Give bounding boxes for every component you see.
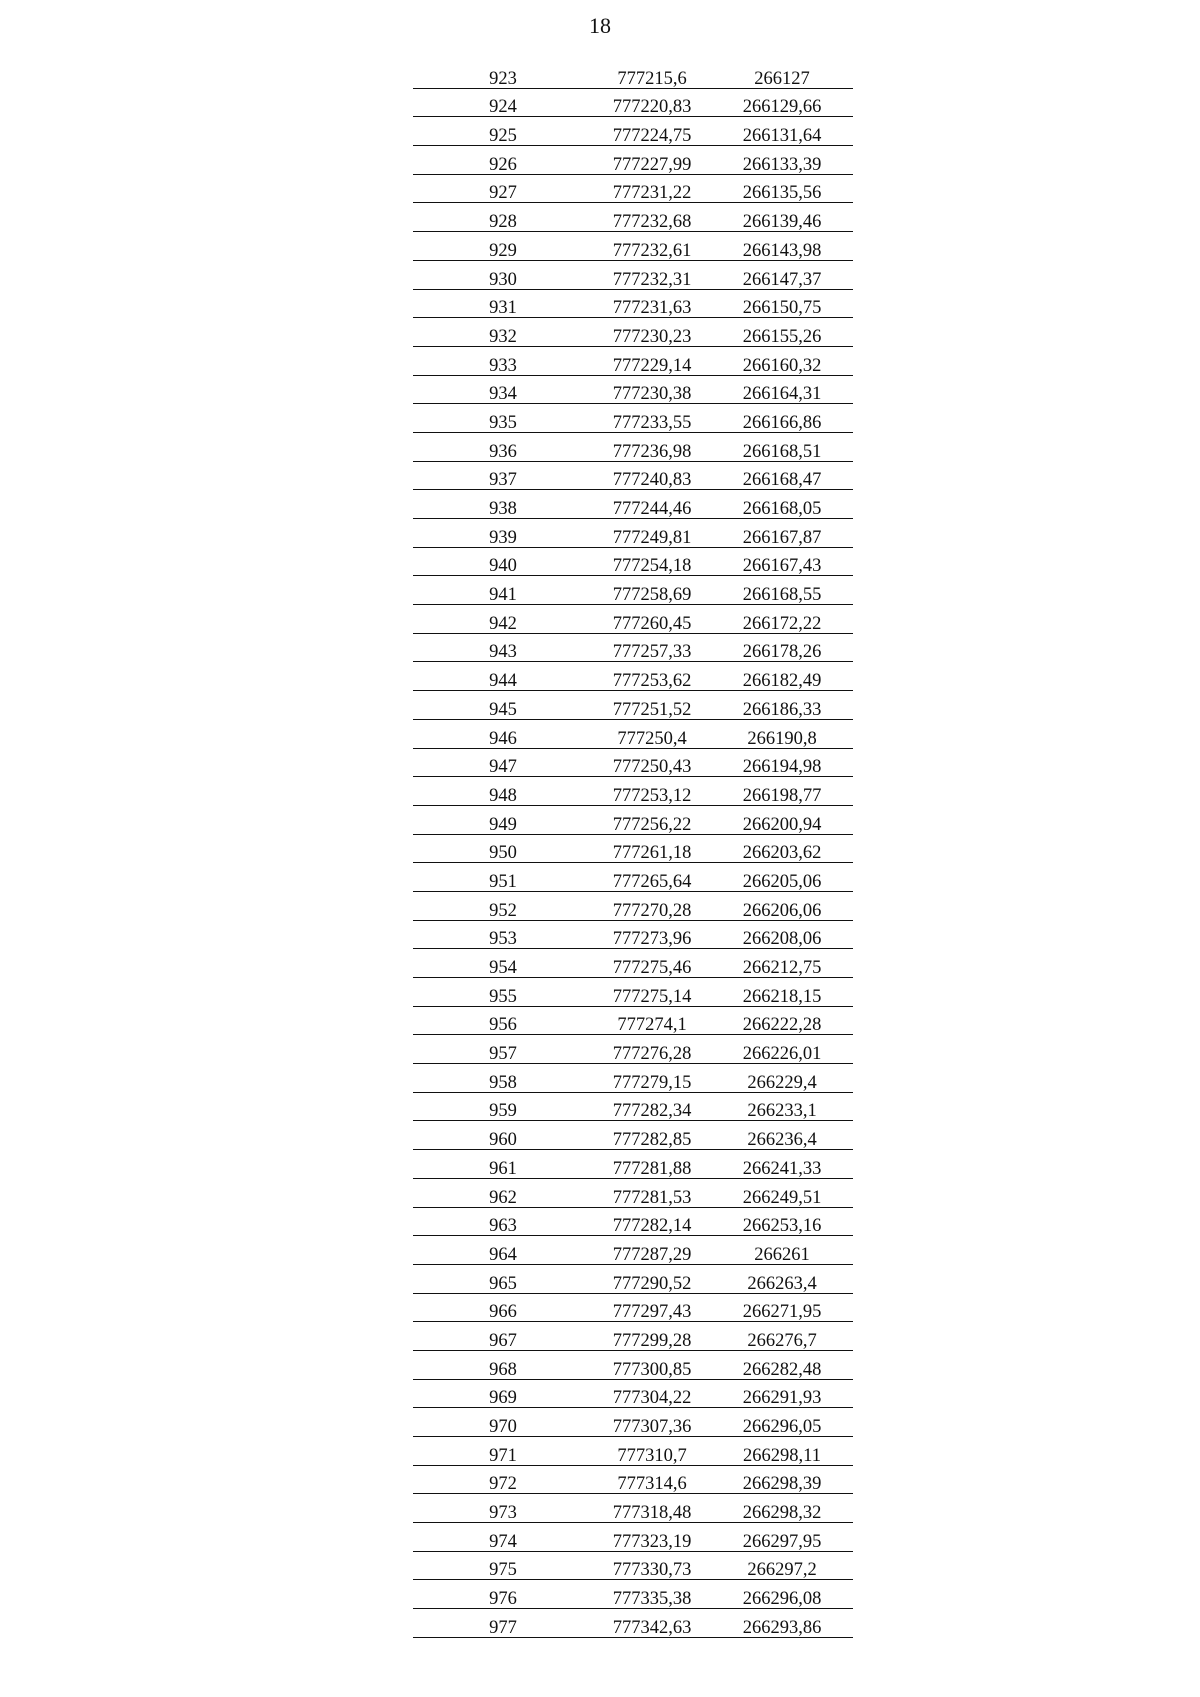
x-coordinate-cell: 777290,52 bbox=[593, 1264, 711, 1293]
x-coordinate-cell: 777256,22 bbox=[593, 805, 711, 834]
y-coordinate-cell: 266249,51 bbox=[711, 1178, 853, 1207]
point-number-cell: 931 bbox=[413, 289, 593, 318]
x-coordinate-cell: 777230,23 bbox=[593, 318, 711, 347]
y-coordinate-cell: 266139,46 bbox=[711, 203, 853, 232]
x-coordinate-cell: 777231,22 bbox=[593, 174, 711, 203]
y-coordinate-cell: 266222,28 bbox=[711, 1006, 853, 1035]
x-coordinate-cell: 777253,12 bbox=[593, 777, 711, 806]
table-row bbox=[413, 805, 853, 834]
x-coordinate-cell: 777250,43 bbox=[593, 748, 711, 777]
point-number-cell: 924 bbox=[413, 88, 593, 117]
y-coordinate-cell: 266147,37 bbox=[711, 260, 853, 289]
point-number-cell: 956 bbox=[413, 1006, 593, 1035]
table-row bbox=[413, 1035, 853, 1064]
table-row bbox=[413, 519, 853, 548]
point-number-cell: 953 bbox=[413, 920, 593, 949]
table-row bbox=[413, 289, 853, 318]
table-row bbox=[413, 117, 853, 146]
point-number-cell: 945 bbox=[413, 691, 593, 720]
y-coordinate-cell: 266241,33 bbox=[711, 1150, 853, 1179]
x-coordinate-cell: 777279,15 bbox=[593, 1064, 711, 1093]
table-row bbox=[413, 1006, 853, 1035]
point-number-cell: 948 bbox=[413, 777, 593, 806]
y-coordinate-cell: 266296,08 bbox=[711, 1580, 853, 1609]
x-coordinate-cell: 777249,81 bbox=[593, 519, 711, 548]
x-coordinate-cell: 777297,43 bbox=[593, 1293, 711, 1322]
x-coordinate-cell: 777260,45 bbox=[593, 605, 711, 634]
point-number-cell: 941 bbox=[413, 576, 593, 605]
point-number-cell: 927 bbox=[413, 174, 593, 203]
y-coordinate-cell: 266233,1 bbox=[711, 1092, 853, 1121]
y-coordinate-cell: 266127 bbox=[711, 60, 853, 88]
x-coordinate-cell: 777275,14 bbox=[593, 978, 711, 1007]
point-number-cell: 975 bbox=[413, 1551, 593, 1580]
y-coordinate-cell: 266168,51 bbox=[711, 432, 853, 461]
x-coordinate-cell: 777233,55 bbox=[593, 404, 711, 433]
x-coordinate-cell: 777318,48 bbox=[593, 1494, 711, 1523]
y-coordinate-cell: 266190,8 bbox=[711, 719, 853, 748]
y-coordinate-cell: 266198,77 bbox=[711, 777, 853, 806]
point-number-cell: 958 bbox=[413, 1064, 593, 1093]
y-coordinate-cell: 266135,56 bbox=[711, 174, 853, 203]
table-row bbox=[413, 404, 853, 433]
y-coordinate-cell: 266150,75 bbox=[711, 289, 853, 318]
point-number-cell: 962 bbox=[413, 1178, 593, 1207]
table-row bbox=[413, 260, 853, 289]
table-row bbox=[413, 1236, 853, 1265]
point-number-cell: 937 bbox=[413, 461, 593, 490]
y-coordinate-cell: 266298,32 bbox=[711, 1494, 853, 1523]
point-number-cell: 935 bbox=[413, 404, 593, 433]
table-row bbox=[413, 375, 853, 404]
table-row bbox=[413, 863, 853, 892]
x-coordinate-cell: 777282,34 bbox=[593, 1092, 711, 1121]
table-row bbox=[413, 1437, 853, 1466]
table-row bbox=[413, 1494, 853, 1523]
y-coordinate-cell: 266155,26 bbox=[711, 318, 853, 347]
table-row bbox=[413, 949, 853, 978]
point-number-cell: 936 bbox=[413, 432, 593, 461]
table-row bbox=[413, 978, 853, 1007]
table-row bbox=[413, 60, 853, 88]
point-number-cell: 967 bbox=[413, 1322, 593, 1351]
y-coordinate-cell: 266194,98 bbox=[711, 748, 853, 777]
y-coordinate-cell: 266261 bbox=[711, 1236, 853, 1265]
table-row bbox=[413, 461, 853, 490]
table-row bbox=[413, 1121, 853, 1150]
x-coordinate-cell: 777330,73 bbox=[593, 1551, 711, 1580]
table-row bbox=[413, 605, 853, 634]
y-coordinate-cell: 266172,22 bbox=[711, 605, 853, 634]
point-number-cell: 925 bbox=[413, 117, 593, 146]
point-number-cell: 955 bbox=[413, 978, 593, 1007]
point-number-cell: 973 bbox=[413, 1494, 593, 1523]
table-row bbox=[413, 1064, 853, 1093]
x-coordinate-cell: 777232,31 bbox=[593, 260, 711, 289]
table-row bbox=[413, 1322, 853, 1351]
x-coordinate-cell: 777299,28 bbox=[593, 1322, 711, 1351]
point-number-cell: 930 bbox=[413, 260, 593, 289]
point-number-cell: 923 bbox=[413, 60, 593, 88]
y-coordinate-cell: 266298,39 bbox=[711, 1465, 853, 1494]
point-number-cell: 976 bbox=[413, 1580, 593, 1609]
x-coordinate-cell: 777244,46 bbox=[593, 490, 711, 519]
x-coordinate-cell: 777230,38 bbox=[593, 375, 711, 404]
table-row bbox=[413, 203, 853, 232]
point-number-cell: 970 bbox=[413, 1408, 593, 1437]
x-coordinate-cell: 777307,36 bbox=[593, 1408, 711, 1437]
table-row bbox=[413, 1350, 853, 1379]
y-coordinate-cell: 266168,55 bbox=[711, 576, 853, 605]
point-number-cell: 929 bbox=[413, 232, 593, 261]
point-number-cell: 939 bbox=[413, 519, 593, 548]
y-coordinate-cell: 266166,86 bbox=[711, 404, 853, 433]
point-number-cell: 938 bbox=[413, 490, 593, 519]
table-row bbox=[413, 1551, 853, 1580]
x-coordinate-cell: 777270,28 bbox=[593, 891, 711, 920]
point-number-cell: 942 bbox=[413, 605, 593, 634]
point-number-cell: 959 bbox=[413, 1092, 593, 1121]
table-row bbox=[413, 174, 853, 203]
y-coordinate-cell: 266206,06 bbox=[711, 891, 853, 920]
y-coordinate-cell: 266168,47 bbox=[711, 461, 853, 490]
y-coordinate-cell: 266263,4 bbox=[711, 1264, 853, 1293]
table-row bbox=[413, 777, 853, 806]
table-row bbox=[413, 576, 853, 605]
y-coordinate-cell: 266297,95 bbox=[711, 1523, 853, 1552]
point-number-cell: 964 bbox=[413, 1236, 593, 1265]
point-number-cell: 971 bbox=[413, 1437, 593, 1466]
x-coordinate-cell: 777254,18 bbox=[593, 547, 711, 576]
point-number-cell: 977 bbox=[413, 1609, 593, 1638]
x-coordinate-cell: 777282,85 bbox=[593, 1121, 711, 1150]
y-coordinate-cell: 266276,7 bbox=[711, 1322, 853, 1351]
table-row bbox=[413, 1092, 853, 1121]
y-coordinate-cell: 266131,64 bbox=[711, 117, 853, 146]
table-row bbox=[413, 920, 853, 949]
x-coordinate-cell: 777231,63 bbox=[593, 289, 711, 318]
point-number-cell: 943 bbox=[413, 633, 593, 662]
x-coordinate-cell: 777224,75 bbox=[593, 117, 711, 146]
x-coordinate-cell: 777261,18 bbox=[593, 834, 711, 863]
y-coordinate-cell: 266271,95 bbox=[711, 1293, 853, 1322]
table-row bbox=[413, 490, 853, 519]
x-coordinate-cell: 777300,85 bbox=[593, 1350, 711, 1379]
x-coordinate-cell: 777276,28 bbox=[593, 1035, 711, 1064]
x-coordinate-cell: 777281,53 bbox=[593, 1178, 711, 1207]
y-coordinate-cell: 266200,94 bbox=[711, 805, 853, 834]
x-coordinate-cell: 777227,99 bbox=[593, 146, 711, 175]
y-coordinate-cell: 266282,48 bbox=[711, 1350, 853, 1379]
y-coordinate-cell: 266236,4 bbox=[711, 1121, 853, 1150]
y-coordinate-cell: 266167,43 bbox=[711, 547, 853, 576]
y-coordinate-cell: 266212,75 bbox=[711, 949, 853, 978]
table-row bbox=[413, 318, 853, 347]
point-number-cell: 934 bbox=[413, 375, 593, 404]
x-coordinate-cell: 777282,14 bbox=[593, 1207, 711, 1236]
x-coordinate-cell: 777257,33 bbox=[593, 633, 711, 662]
x-coordinate-cell: 777314,6 bbox=[593, 1465, 711, 1494]
point-number-cell: 933 bbox=[413, 346, 593, 375]
table-row bbox=[413, 1408, 853, 1437]
point-number-cell: 972 bbox=[413, 1465, 593, 1494]
page-number: 18 bbox=[589, 13, 611, 38]
table-row bbox=[413, 1465, 853, 1494]
x-coordinate-cell: 777304,22 bbox=[593, 1379, 711, 1408]
point-number-cell: 961 bbox=[413, 1150, 593, 1179]
x-coordinate-cell: 777274,1 bbox=[593, 1006, 711, 1035]
y-coordinate-cell: 266296,05 bbox=[711, 1408, 853, 1437]
point-number-cell: 932 bbox=[413, 318, 593, 347]
table-row bbox=[413, 232, 853, 261]
y-coordinate-cell: 266297,2 bbox=[711, 1551, 853, 1580]
point-number-cell: 949 bbox=[413, 805, 593, 834]
point-number-cell: 940 bbox=[413, 547, 593, 576]
y-coordinate-cell: 266218,15 bbox=[711, 978, 853, 1007]
table-row bbox=[413, 1178, 853, 1207]
x-coordinate-cell: 777253,62 bbox=[593, 662, 711, 691]
x-coordinate-cell: 777273,96 bbox=[593, 920, 711, 949]
x-coordinate-cell: 777335,38 bbox=[593, 1580, 711, 1609]
y-coordinate-cell: 266160,32 bbox=[711, 346, 853, 375]
table-row bbox=[413, 432, 853, 461]
y-coordinate-cell: 266229,4 bbox=[711, 1064, 853, 1093]
x-coordinate-cell: 777236,98 bbox=[593, 432, 711, 461]
table-row bbox=[413, 1609, 853, 1638]
x-coordinate-cell: 777323,19 bbox=[593, 1523, 711, 1552]
y-coordinate-cell: 266293,86 bbox=[711, 1609, 853, 1638]
point-number-cell: 974 bbox=[413, 1523, 593, 1552]
y-coordinate-cell: 266182,49 bbox=[711, 662, 853, 691]
x-coordinate-cell: 777229,14 bbox=[593, 346, 711, 375]
table-row bbox=[413, 834, 853, 863]
x-coordinate-cell: 777310,7 bbox=[593, 1437, 711, 1466]
table-row bbox=[413, 891, 853, 920]
table-row bbox=[413, 1207, 853, 1236]
table-row bbox=[413, 547, 853, 576]
point-number-cell: 966 bbox=[413, 1293, 593, 1322]
point-number-cell: 951 bbox=[413, 863, 593, 892]
y-coordinate-cell: 266167,87 bbox=[711, 519, 853, 548]
point-number-cell: 969 bbox=[413, 1379, 593, 1408]
point-number-cell: 968 bbox=[413, 1350, 593, 1379]
table-row bbox=[413, 1379, 853, 1408]
x-coordinate-cell: 777281,88 bbox=[593, 1150, 711, 1179]
coordinates-table bbox=[413, 60, 853, 1638]
y-coordinate-cell: 266129,66 bbox=[711, 88, 853, 117]
coordinates-table-body bbox=[413, 60, 853, 1637]
table-row bbox=[413, 633, 853, 662]
point-number-cell: 952 bbox=[413, 891, 593, 920]
point-number-cell: 947 bbox=[413, 748, 593, 777]
x-coordinate-cell: 777250,4 bbox=[593, 719, 711, 748]
x-coordinate-cell: 777215,6 bbox=[593, 60, 711, 88]
point-number-cell: 950 bbox=[413, 834, 593, 863]
y-coordinate-cell: 266226,01 bbox=[711, 1035, 853, 1064]
y-coordinate-cell: 266164,31 bbox=[711, 375, 853, 404]
point-number-cell: 944 bbox=[413, 662, 593, 691]
point-number-cell: 954 bbox=[413, 949, 593, 978]
y-coordinate-cell: 266133,39 bbox=[711, 146, 853, 175]
point-number-cell: 965 bbox=[413, 1264, 593, 1293]
y-coordinate-cell: 266298,11 bbox=[711, 1437, 853, 1466]
table-row bbox=[413, 748, 853, 777]
y-coordinate-cell: 266143,98 bbox=[711, 232, 853, 261]
y-coordinate-cell: 266291,93 bbox=[711, 1379, 853, 1408]
y-coordinate-cell: 266203,62 bbox=[711, 834, 853, 863]
table-row bbox=[413, 1580, 853, 1609]
y-coordinate-cell: 266186,33 bbox=[711, 691, 853, 720]
point-number-cell: 926 bbox=[413, 146, 593, 175]
x-coordinate-cell: 777232,61 bbox=[593, 232, 711, 261]
table-row bbox=[413, 1293, 853, 1322]
point-number-cell: 957 bbox=[413, 1035, 593, 1064]
point-number-cell: 928 bbox=[413, 203, 593, 232]
y-coordinate-cell: 266208,06 bbox=[711, 920, 853, 949]
table-row bbox=[413, 719, 853, 748]
x-coordinate-cell: 777265,64 bbox=[593, 863, 711, 892]
y-coordinate-cell: 266178,26 bbox=[711, 633, 853, 662]
table-row bbox=[413, 346, 853, 375]
table-row bbox=[413, 1523, 853, 1552]
x-coordinate-cell: 777258,69 bbox=[593, 576, 711, 605]
table-row bbox=[413, 88, 853, 117]
x-coordinate-cell: 777287,29 bbox=[593, 1236, 711, 1265]
table-row bbox=[413, 1150, 853, 1179]
point-number-cell: 946 bbox=[413, 719, 593, 748]
y-coordinate-cell: 266205,06 bbox=[711, 863, 853, 892]
table-row bbox=[413, 691, 853, 720]
table-row bbox=[413, 146, 853, 175]
x-coordinate-cell: 777275,46 bbox=[593, 949, 711, 978]
table-row bbox=[413, 662, 853, 691]
x-coordinate-cell: 777220,83 bbox=[593, 88, 711, 117]
table-row bbox=[413, 1264, 853, 1293]
x-coordinate-cell: 777240,83 bbox=[593, 461, 711, 490]
x-coordinate-cell: 777251,52 bbox=[593, 691, 711, 720]
x-coordinate-cell: 777232,68 bbox=[593, 203, 711, 232]
x-coordinate-cell: 777342,63 bbox=[593, 1609, 711, 1638]
y-coordinate-cell: 266253,16 bbox=[711, 1207, 853, 1236]
point-number-cell: 963 bbox=[413, 1207, 593, 1236]
y-coordinate-cell: 266168,05 bbox=[711, 490, 853, 519]
point-number-cell: 960 bbox=[413, 1121, 593, 1150]
